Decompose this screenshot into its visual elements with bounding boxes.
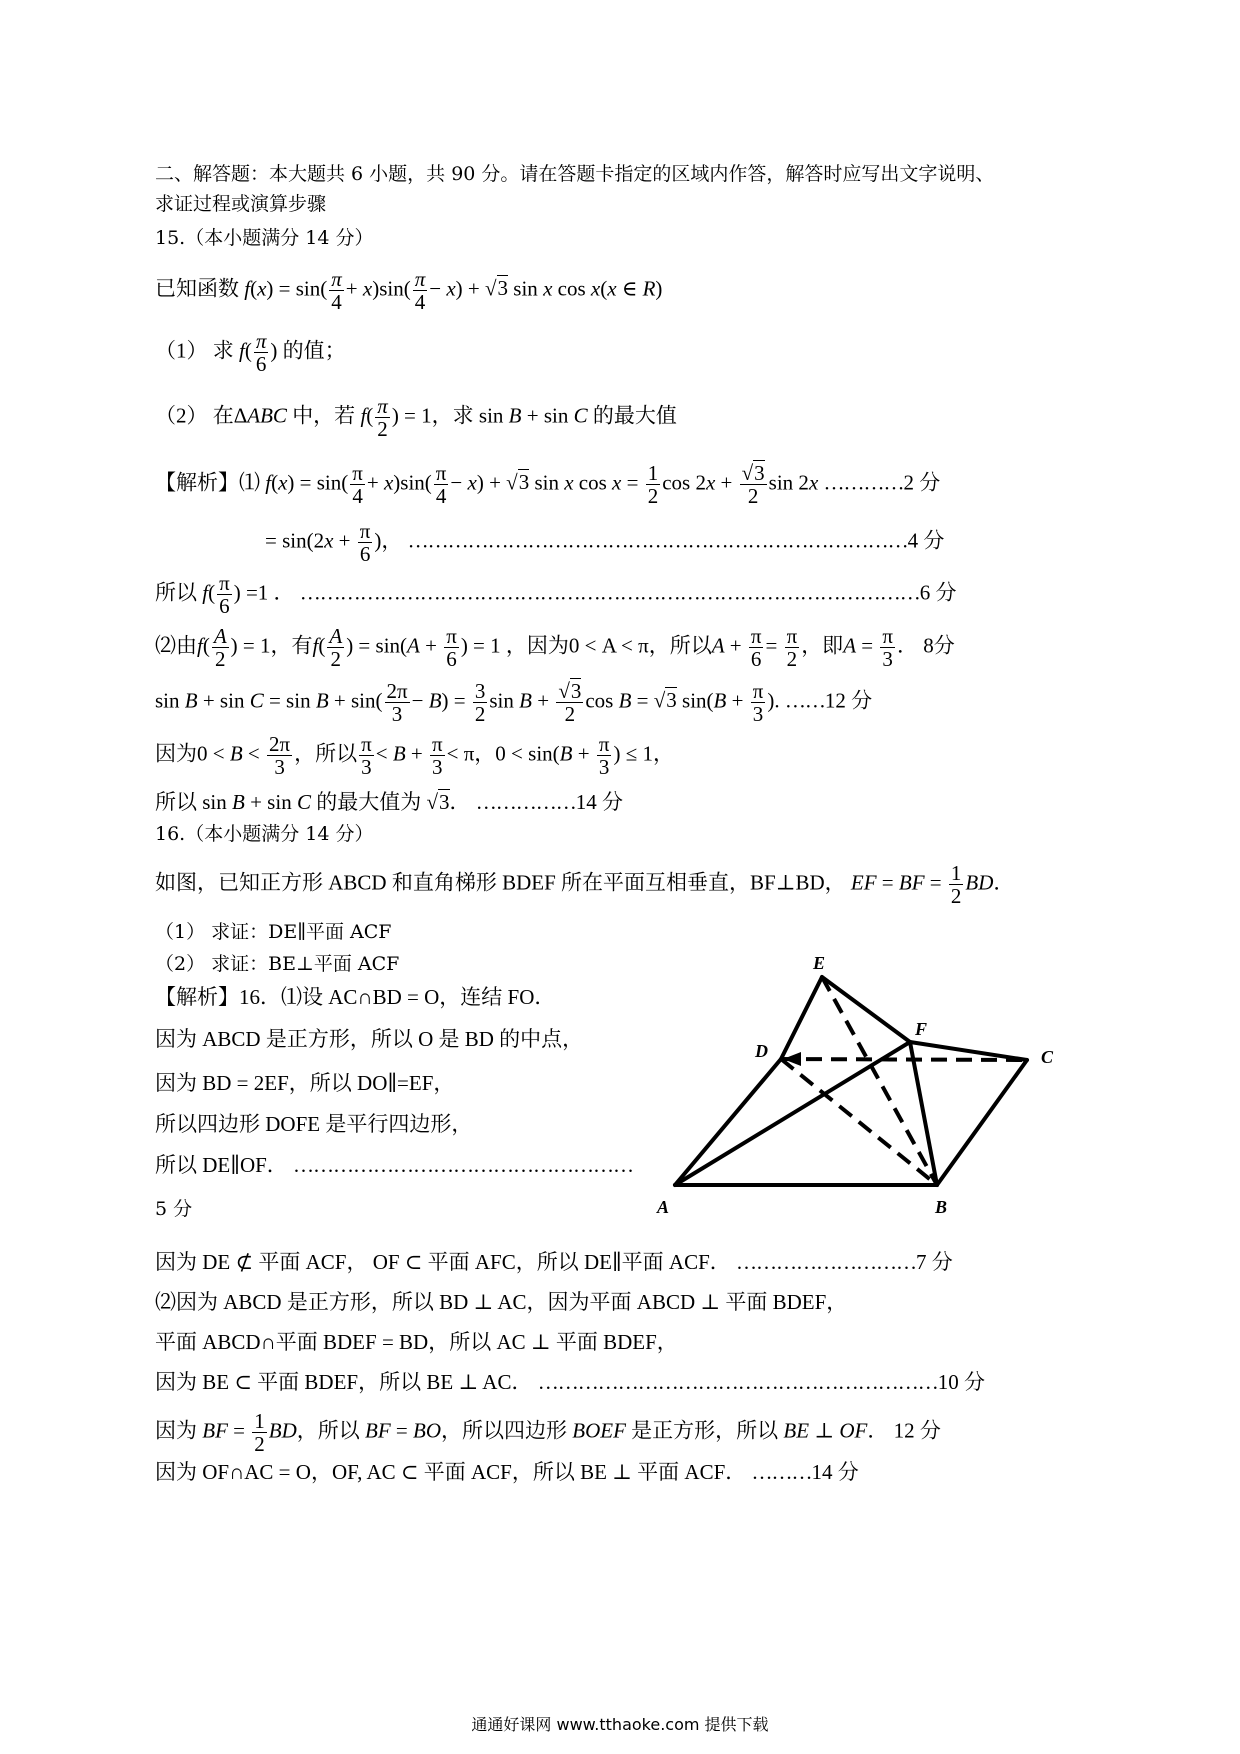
label-D: D (755, 1041, 768, 1061)
page-footer: 通通好课网 www.tthaoke.com 提供下载 (471, 1715, 769, 1734)
edge-DE (781, 977, 822, 1059)
q15-sol-label: 【解析】 (155, 470, 239, 495)
edge-AF (675, 1042, 910, 1185)
q16-sol5-text: 所以 DE∥OF． (155, 1153, 288, 1177)
q16-sol9-text: 因为 BE ⊂ 平面 BDEF，所以 BE ⊥ AC． (155, 1370, 533, 1394)
q15-sol-line6: 因为0 < B < $\frac{2\pi}{3}$ ，所以 $\frac{\pi}{3}$ < B + $\frac{\pi}{3}$ < π，0 < sin(B + $\frac{\pi}{3}$ ) ≤ 1， (155, 732, 674, 779)
q16-sol-line11: 因为 OF∩AC = O，OF, AC ⊂ 平面 ACF，所以 BE ⊥ 平面 ACF． ………14 分 (155, 1460, 859, 1484)
q15-sol5-score: 12 分 (824, 688, 873, 713)
q16-part1: （1） 求证：DE∥平面 ACF (155, 921, 392, 943)
q16-sol9-score: 10 分 (937, 1370, 985, 1394)
edge-DB-dashed (781, 1059, 937, 1185)
q16-sol-line6: 因为 DE ⊄ 平面 ACF， OF ⊂ 平面 AFC，所以 DE∥平面 ACF． ………………………7 分 (155, 1250, 953, 1274)
q16-sol-line7: ⑵因为 ABCD 是正方形，所以 BD ⊥ AC，因为平面 ABCD ⊥ 平面 BDEF， (155, 1290, 848, 1314)
q15-sol-line3: 所以 f( $\frac{\pi}{6}$ ) =1 ． …………………………………………………………………………………6 分 (155, 571, 957, 618)
edge-DC-dashed (781, 1059, 1027, 1060)
q15-sol-line5: sin B + sin C = sin B + sin( $\frac{2\pi}{3}$ − B) = $\frac{3}{2}$ sin B + $\frac{√3}{2}$ cos B = √3 sin(B + $\frac{\pi}{3}$ ). ……12 分 (155, 679, 873, 726)
section-header-line2: 求证过程或演算步骤 (155, 193, 327, 215)
q16-sol-line10: 因为 BF = $\frac{1}{2}$ BD，所以 BF = BO，所以四边形 BOEF 是正方形，所以 BE ⊥ OF． 12 分 (155, 1409, 941, 1456)
q16-stem: 如图，已知正方形 ABCD 和直角梯形 BDEF 所在平面互相垂直，BF⊥BD， EF = BF = $\frac{1}{2}$ BD． (155, 861, 1015, 908)
q16-sol-line2: 因为 ABCD 是正方形，所以 O 是 BD 的中点， (155, 1027, 584, 1051)
q15-part2: （2） 在ΔABC 中，若 f( $\frac{\pi}{2}$ ) = 1，求 sin B + sin C 的最大值 (155, 394, 677, 441)
q16-sol-line4: 所以四边形 DOFE 是平行四边形， (155, 1112, 473, 1136)
q15-title: 15.（本小题满分 14 分） (155, 227, 374, 249)
q16-sol-line3: 因为 BD = 2EF，所以 DO∥=EF， (155, 1071, 455, 1095)
q16-sol11-text: 因为 OF∩AC = O，OF, AC ⊂ 平面 ACF，所以 BE ⊥ 平面 ACF． (155, 1460, 747, 1484)
q16-sol-line8: 平面 ABCD∩平面 BDEF = BD，所以 AC ⊥ 平面 BDEF， (155, 1330, 678, 1354)
section-header-line1: 二、解答题：本大题共 6 小题，共 90 分。请在答题卡指定的区域内作答，解答时应写出文字说明、 (155, 163, 995, 185)
edge-EB-dashed (822, 977, 937, 1185)
q16-sol5-score: 5 分 (155, 1198, 193, 1220)
q16-sol6-score: 7 分 (916, 1250, 953, 1274)
q15-sol4-text: 因为0 < A < π，所以 (526, 633, 712, 658)
q15-sol-line7: 所以 sin B + sin C 的最大值为 √3． ……………14 分 (155, 790, 623, 814)
label-E: E (813, 955, 826, 973)
q15-sol1-score: 2 分 (903, 470, 941, 495)
q16-sol1-text: 16．⑴设 AC∩BD = O，连结 FO． (239, 985, 556, 1009)
label-A: A (657, 1197, 670, 1217)
edge-AD (675, 1059, 781, 1185)
q15-stem: 已知函数 f(x) = sin( $\frac{\pi}{4}$ + x)sin( $\frac{\pi}{4}$ − x) + √3 sin x cos x(x ∈ R) (155, 267, 663, 314)
q16-sol-line5: 所以 DE∥OF． …………………………………………… (155, 1153, 634, 1177)
q15-sol4-score: 8分 (923, 633, 955, 658)
geometry-figure (655, 955, 1095, 1220)
q15-sol3-score: 6 分 (919, 580, 957, 605)
edge-EF (822, 977, 910, 1042)
q15-sol-line4: ⑵由f( $\frac{A}{2}$ ) = 1，有f( $\frac{A}{2}$ ) = sin(A + $\frac{\pi}{6}$ ) = 1 ，因为0 < A < π，所以A + $\frac{\pi}{6}$ = $\frac{\pi}{2}$ ，即A = $\frac{\pi}{3}$ ． 8分 (155, 624, 955, 671)
q15-sol2-score: 4 分 (907, 528, 945, 553)
q16-sol10-score: 12 分 (893, 1418, 941, 1443)
q16-stem-text: 如图，已知正方形 ABCD 和直角梯形 BDEF 所在平面互相垂直，BF⊥BD， (155, 870, 846, 895)
q16-sol6-text: 因为 DE ⊄ 平面 ACF， OF ⊂ 平面 AFC，所以 DE∥平面 ACF． (155, 1250, 731, 1274)
label-B: B (935, 1197, 948, 1217)
q16-sol-line9: 因为 BE ⊂ 平面 BDEF，所以 BE ⊥ AC． ……………………………………………………10 分 (155, 1370, 985, 1394)
q15-sol7-score: 14 分 (575, 790, 623, 814)
q16-title: 16.（本小题满分 14 分） (155, 823, 374, 845)
q16-sol-label: 【解析】 (155, 985, 239, 1009)
label-F: F (915, 1019, 928, 1039)
q16-sol11-score: 14 分 (811, 1460, 859, 1484)
q15-sol-line2: = sin(2x + $\frac{\pi}{6}$ )， …………………………………………………………………4 分 (265, 519, 945, 566)
q16-sol-line1 (155, 985, 555, 1009)
q16-part2: （2） 求证：BE⊥平面 ACF (155, 953, 400, 975)
edge-FC (910, 1042, 1027, 1060)
q15-part1: （1） 求 f( $\frac{\pi}{6}$ ) 的值； (155, 329, 346, 376)
label-C: C (1041, 1047, 1054, 1067)
q15-sol-line1: 【解析】⑴ f(x) = sin( $\frac{\pi}{4}$ + x)sin( $\frac{\pi}{4}$ − x) + √3 sin x cos x = $\frac{1}{2}$ cos 2x + $\frac{√3}{2}$ sin 2x …………2 分 (155, 461, 941, 508)
edge-BC (937, 1060, 1027, 1185)
